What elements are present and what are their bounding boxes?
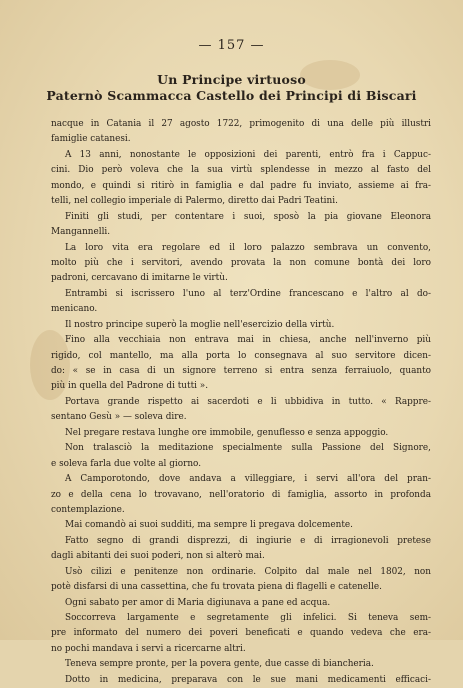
text-line: pre informato del numero dei poveri beneficati e quando vedeva che era- <box>51 628 431 639</box>
text-line: A Camporotondo, dove andava a villeggiare, i servi all'ora del pran- <box>65 474 431 485</box>
text-line: do: « se in casa di un signore terreno si entra senza ferraiuolo, quanto <box>51 366 431 376</box>
text-line: Entrambi si iscrissero l'uno al terz'Ordine francescano e l'altro al do- <box>65 288 431 299</box>
text-line: zo e della cena lo trovavano, nell'oratorio di famiglia, assorto in profonda <box>51 489 431 500</box>
text-line: Usò cilizi e penitenze non ordinarie. Colpito dal male nel 1802, non <box>65 566 431 577</box>
text-line: Portava grande rispetto ai sacerdoti e li ubbidiva in tutto. « Rappre- <box>65 396 431 407</box>
text-line: Il nostro principe superò la moglie nell'esercizio della virtù. <box>65 319 335 330</box>
text-line: Fino alla vecchiaia non entrava mai in chiesa, anche nell'inverno più <box>65 335 431 346</box>
text-line: Mai comandò ai suoi sudditi, ma sempre li pregava dolcemente. <box>65 520 353 531</box>
text-line: menicano. <box>51 304 98 315</box>
text-line: Mangannelli. <box>51 227 111 238</box>
text-line: più in quella del Padrone di tutti ». <box>51 381 209 392</box>
text-line: e soleva farla due volte al giorno. <box>51 458 202 469</box>
text-line: La loro vita era regolare ed il loro palazzo sembrava un convento, <box>65 242 431 253</box>
text-line: sentano Gesù » — soleva dire. <box>51 412 187 423</box>
text-line: rigido, col mantello, ma alla porta lo consegnava al suo servitore dicen- <box>51 350 431 361</box>
text-line: Dotto in medicina, preparava con le sue mani medicamenti efficaci- <box>65 674 431 685</box>
chapter-subtitle: Paternò Scammacca Castello dei Principi di Biscari <box>46 88 417 103</box>
text-line: Teneva sempre pronte, per la povera gente, due casse di biancheria. <box>65 659 374 670</box>
text-line: potè disfarsi di una cassettina, che fu trovata piena di flagelli e catenelle. <box>51 582 382 593</box>
text-line: Fatto segno di grandi disprezzi, di ingiurie e di irragionevoli pretese <box>65 535 431 546</box>
body-text <box>51 117 431 688</box>
text-line: no pochi mandava i servi a ricercarne altri. <box>51 643 246 654</box>
page-number: — 157 — <box>198 38 265 53</box>
text-line: padroni, cercavano di imitarne le virtù. <box>51 273 228 284</box>
text-line: mondo, e quindi si ritirò in famiglia e dal padre fu inviato, assieme ai fra- <box>51 180 431 191</box>
text-line: cini. Dio però voleva che la sua virtù splendesse in mezzo al fasto del <box>51 165 431 176</box>
text-line: contemplazione. <box>51 504 125 515</box>
text-line: dagli abitanti dei suoi poderi, non si alterò mai. <box>51 551 265 562</box>
text-line: molto più che i servitori, avendo provata la non comune bontà dei loro <box>51 257 431 268</box>
chapter-title: Un Principe virtuoso <box>157 72 306 87</box>
text-line: famiglie catanesi. <box>51 134 131 145</box>
text-line: Non tralasciò la meditazione specialmente sulla Passione del Signore, <box>65 443 431 454</box>
text-line: Nel pregare restava lunghe ore immobile, genuflesso e senza appoggio. <box>65 427 389 438</box>
text-line: nacque in Catania il 27 agosto 1722, primogenito di una delle più illustri <box>51 119 431 129</box>
text-line: A 13 anni, nonostante le opposizioni dei parenti, entrò fra i Cappuc- <box>65 149 431 160</box>
text-line: Finiti gli studi, per contentare i suoi, sposò la pia giovane Eleonora <box>65 211 431 222</box>
text-line: Ogni sabato per amor di Maria digiunava a pane ed acqua. <box>65 597 331 608</box>
text-line: telli, nel collegio imperiale di Palermo, diretto dai Padri Teatini. <box>51 196 338 207</box>
text-line: Soccorreva largamente e segretamente gli infelici. Si teneva sem- <box>65 613 431 623</box>
